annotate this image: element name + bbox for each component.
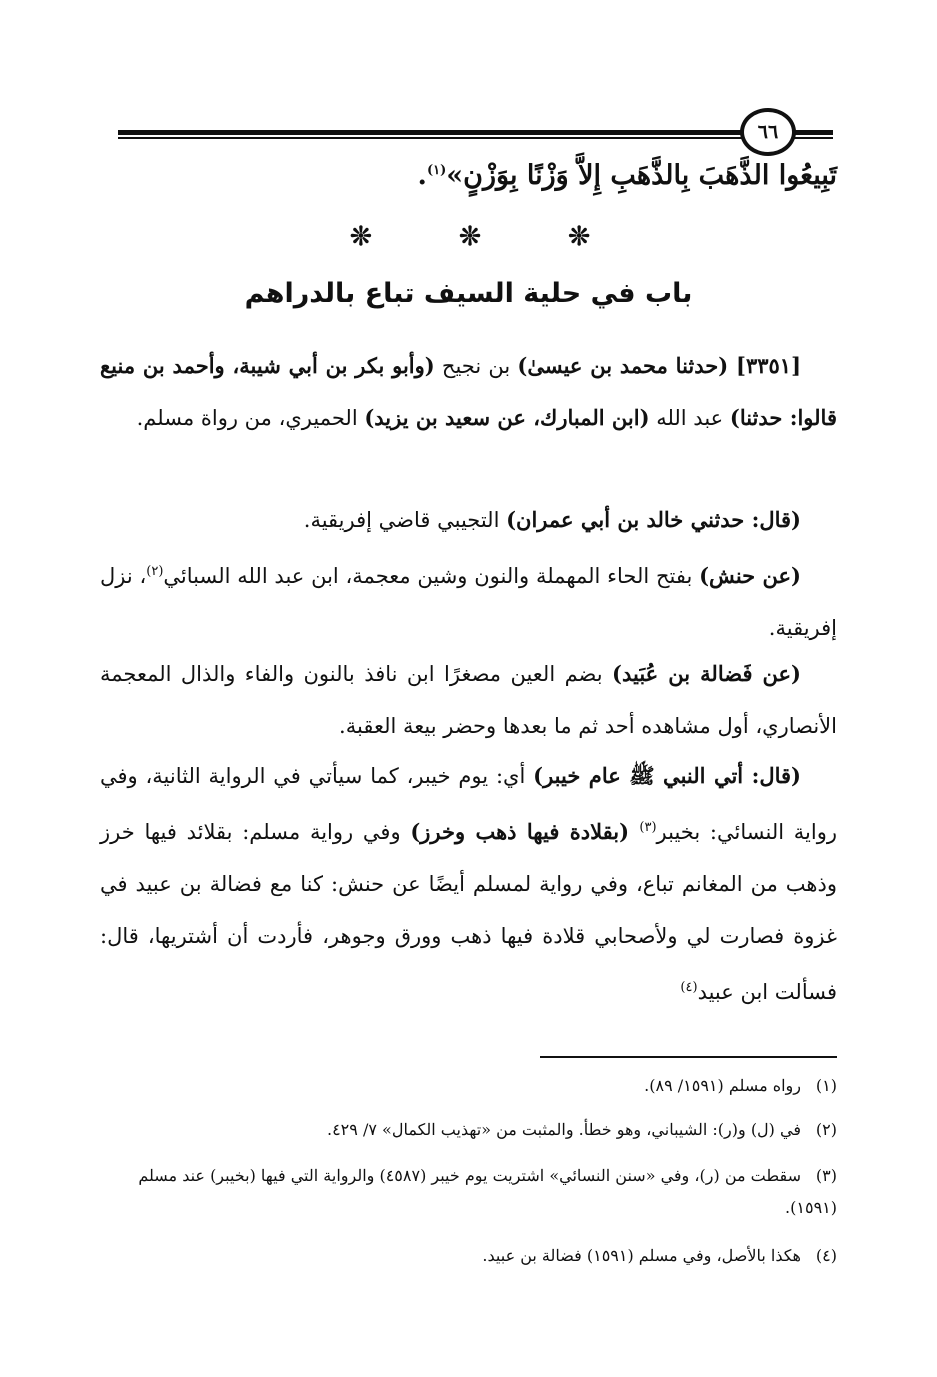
para5-bold-2: (بقلادة فيها ذهب وخرز) bbox=[410, 819, 640, 844]
footnote-text: هكذا بالأصل، وفي مسلم (١٥٩١) فضالة بن عبيد. bbox=[482, 1246, 801, 1265]
footnote-text: سقطت من (ر)، وفي «سنن النسائي» اشتريت يوم خيبر (٤٥٨٧) والرواية التي فيها (بخيبر) عند مسلم (١٥٩١). bbox=[138, 1166, 837, 1217]
para5-footnote-ref-2: (٤) bbox=[680, 980, 698, 995]
footnote-number: (٣) bbox=[815, 1166, 837, 1185]
footnote-number: (٤) bbox=[815, 1246, 837, 1265]
chapter-title: باب في حلية السيف تباع بالدراهم bbox=[244, 278, 693, 309]
footnote-1 bbox=[100, 1070, 837, 1102]
para5-footnote-ref-1: (٣) bbox=[639, 820, 657, 835]
separator-star: ❊ bbox=[350, 222, 372, 252]
page-number-text: ٦٦ bbox=[757, 121, 779, 143]
footnote-4 bbox=[100, 1240, 837, 1272]
para1-bold-2: (وأبو بكر بن أبي شيبة، وأحمد بن منيع قالوا: حدثنا) bbox=[100, 353, 837, 430]
footnote-3 bbox=[100, 1160, 837, 1224]
para2-bold: (قال: حدثني خالد بن أبي عمران) bbox=[506, 507, 801, 532]
para3-text-1: بفتح الحاء المهملة والنون وشين معجمة، ابن عبد الله السبائي bbox=[163, 564, 700, 588]
separator-star: ❊ bbox=[568, 222, 590, 252]
para1-text-2: عبد الله bbox=[649, 406, 730, 430]
paragraph-hanash bbox=[100, 546, 837, 654]
section-separator bbox=[350, 222, 590, 252]
para3-footnote-ref: (٢) bbox=[146, 564, 164, 579]
header-rule bbox=[118, 126, 833, 140]
paragraph-fadala bbox=[100, 648, 837, 752]
page-number bbox=[740, 108, 796, 156]
para4-text: بضم العين مصغرًا ابن نافذ بالنون والفاء والذال المعجمة الأنصاري، أول مشاهده أحد ثم ما بعدها وحضر بيعة العقبة. bbox=[100, 662, 837, 738]
para1-text-1: بن نجيح bbox=[434, 354, 518, 378]
para5-bold-1: (قال: أتي النبي ﷺ عام خيبر) bbox=[533, 763, 801, 788]
footnote-rule bbox=[540, 1056, 837, 1058]
header-rule-thin bbox=[118, 137, 833, 139]
para3-text-2: ، نزل إفريقية. bbox=[100, 564, 837, 640]
para1-text-3: الحميري، من رواة مسلم. bbox=[136, 406, 365, 430]
footnote-text: رواه مسلم (١٥٩١/ ٨٩). bbox=[644, 1076, 801, 1095]
footnote-text: في (ل) و(ر): الشيباني، وهو خطأ. والمثبت من «تهذيب الكمال» ٧/ ٤٢٩. bbox=[326, 1120, 801, 1139]
paragraph-khaybar bbox=[100, 750, 837, 1018]
hadith-tail-text: تَبِيعُوا الذَّهَبَ بِالذَّهَبِ إِلاَّ وَزْنًا بِوَزْنٍ» bbox=[446, 160, 837, 191]
hadith-tail: تَبِيعُوا الذَّهَبَ بِالذَّهَبِ إِلاَّ وَزْنًا بِوَزْنٍ»$^{(١)}$. bbox=[417, 160, 837, 191]
para5-text-2: وفي رواية مسلم: بقلائد فيها خرز وذهب من المغانم تباع، وفي رواية لمسلم أيضًا عن حنش: كنا مع فضالة بن عبيد في غزوة فصارت لي ولأصحابي قلادة فيها ذهب وورق وجوهر، فأردت أن أشتريها، قال: فسألت ابن عبيد bbox=[100, 820, 837, 1004]
para4-bold: (عن فَضالة بن عُبَيد) bbox=[612, 661, 801, 686]
para5-text-1: أي: يوم خيبر، كما سيأتي في الرواية الثانية، وفي رواية النسائي: بخيبر bbox=[100, 764, 838, 844]
separator-star: ❊ bbox=[459, 222, 481, 252]
paragraph-khalid bbox=[100, 494, 837, 546]
hadith-tail-footnote-ref: (١) bbox=[426, 163, 447, 178]
header-rule-thick bbox=[118, 130, 833, 135]
footnote-2 bbox=[100, 1114, 837, 1146]
paragraph-isnad bbox=[100, 340, 837, 444]
para1-bold-1: [٣٣٥١] (حدثنا محمد بن عيسىٰ) bbox=[517, 353, 802, 378]
footnote-number: (٢) bbox=[815, 1120, 837, 1139]
para2-text: التجيبي قاضي إفريقية. bbox=[303, 508, 507, 532]
para3-bold: (عن حنش) bbox=[699, 563, 801, 588]
footnote-number: (١) bbox=[815, 1076, 837, 1095]
para1-bold-3: (ابن المبارك، عن سعيد بن يزيد) bbox=[364, 405, 650, 430]
